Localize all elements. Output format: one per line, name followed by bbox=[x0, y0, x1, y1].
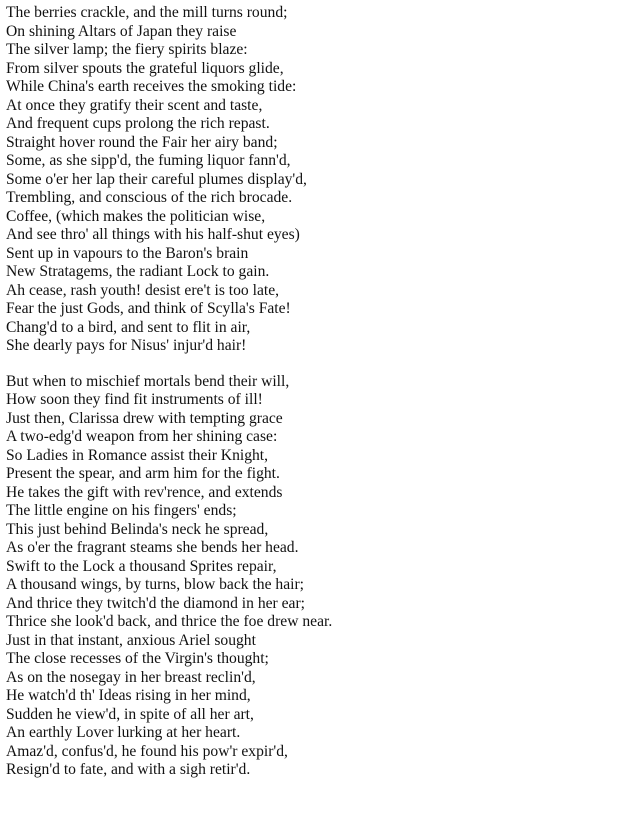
poem-line: Chang'd to a bird, and sent to flit in air, bbox=[6, 318, 251, 336]
poem-line: From silver spouts the grateful liquors glide, bbox=[6, 59, 284, 77]
poem-page bbox=[6, 4, 626, 780]
poem-line: Some, as she sipp'd, the fuming liquor fann'd, bbox=[6, 152, 291, 169]
poem-line: The berries crackle, and the mill turns round; bbox=[6, 4, 288, 21]
poem-line: The close recesses of the Virgin's thought; bbox=[6, 650, 269, 667]
poem-line: And frequent cups prolong the rich repast. bbox=[6, 115, 270, 132]
poem-line: Amaz'd, confus'd, he found his pow'r expir'd, bbox=[6, 742, 288, 760]
stanza-2 bbox=[6, 373, 626, 780]
poem-line: Sudden he view'd, in spite of all her art, bbox=[6, 705, 254, 723]
poem-line: But when to mischief mortals bend their will, bbox=[6, 372, 290, 390]
poem-line: He watch'd th' Ideas rising in her mind, bbox=[6, 687, 251, 704]
poem-line: He takes the gift with rev'rence, and extends bbox=[6, 483, 283, 501]
poem-line: This just behind Belinda's neck he spread, bbox=[6, 520, 269, 538]
poem-line: And see thro' all things with his half-shut eyes) bbox=[6, 226, 300, 243]
poem-line: The little engine on his fingers' ends; bbox=[6, 502, 237, 519]
poem-line: A two-edg'd weapon from her shining case: bbox=[6, 428, 278, 445]
poem-line: Sent up in vapours to the Baron's brain bbox=[6, 244, 249, 262]
poem-line: And thrice they twitch'd the diamond in her ear; bbox=[6, 594, 305, 612]
poem-line: While China's earth receives the smoking tide: bbox=[6, 78, 297, 95]
poem-line: Some o'er her lap their careful plumes display'd, bbox=[6, 170, 307, 188]
poem-line: She dearly pays for Nisus' injur'd hair! bbox=[6, 337, 247, 354]
stanza-1 bbox=[6, 4, 626, 356]
poem-line: Trembling, and conscious of the rich brocade. bbox=[6, 189, 293, 206]
poem-line: Straight hover round the Fair her airy band; bbox=[6, 133, 278, 151]
poem-line: Just then, Clarissa drew with tempting grace bbox=[6, 409, 283, 427]
poem-line: New Stratagems, the radiant Lock to gain. bbox=[6, 263, 270, 280]
poem-line: The silver lamp; the fiery spirits blaze: bbox=[6, 41, 248, 58]
poem-line: Resign'd to fate, and with a sigh retir'd. bbox=[6, 761, 251, 778]
poem-line: So Ladies in Romance assist their Knight, bbox=[6, 446, 269, 464]
poem-line: Ah cease, rash youth! desist ere't is too late, bbox=[6, 281, 280, 299]
poem-line: As on the nosegay in her breast reclin'd, bbox=[6, 668, 256, 686]
poem-line: A thousand wings, by turns, blow back the hair; bbox=[6, 576, 304, 593]
poem-line: Coffee, (which makes the politician wise, bbox=[6, 207, 266, 225]
poem-line: Thrice she look'd back, and thrice the foe drew near. bbox=[6, 613, 333, 630]
poem-line: At once they gratify their scent and taste, bbox=[6, 96, 263, 114]
poem-line: How soon they find fit instruments of ill! bbox=[6, 391, 263, 408]
poem-line: Just in that instant, anxious Ariel sought bbox=[6, 631, 256, 649]
poem-line: Present the spear, and arm him for the fight. bbox=[6, 465, 280, 482]
poem-line: On shining Altars of Japan they raise bbox=[6, 22, 237, 40]
poem-line: Fear the just Gods, and think of Scylla's Fate! bbox=[6, 300, 291, 317]
poem-line: An earthly Lover lurking at her heart. bbox=[6, 724, 241, 741]
poem-line: Swift to the Lock a thousand Sprites repair, bbox=[6, 557, 277, 575]
poem-line: As o'er the fragrant steams she bends her head. bbox=[6, 539, 299, 556]
